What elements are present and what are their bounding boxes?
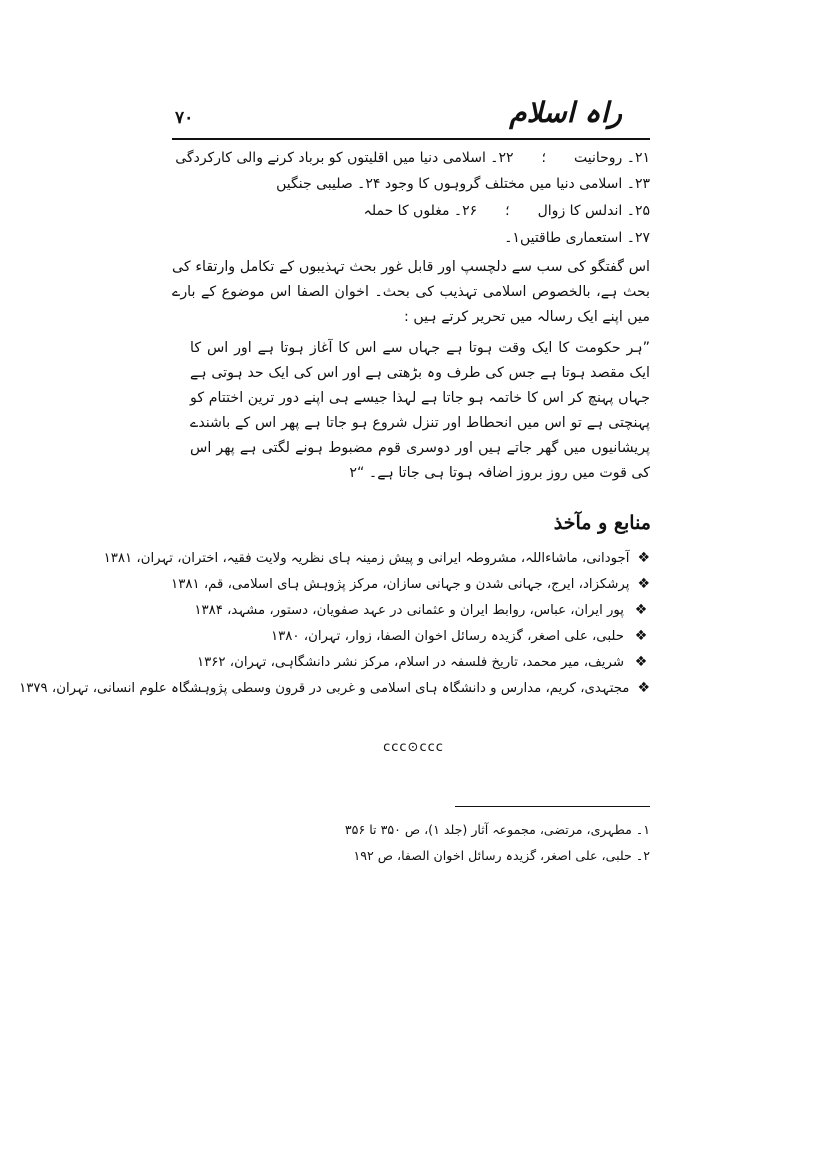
topic-27: ۲۷۔ استعماری طاقتیں۱۔ [504, 230, 650, 246]
list-item [19, 675, 650, 701]
bullet-icon: ❖ [637, 576, 650, 592]
source-text: پرشکزاد، ایرج، جہانی شدن و جہانی سازان، مرکز پژوہش ہای اسلامی، قم، ۱۳۸۱ [171, 576, 630, 592]
topic-23-24: ۲۳۔ اسلامی دنیا میں مختلف گروہوں کا وجود ۲۴۔ صلیبی جنگیں [276, 176, 650, 192]
bullet-icon: ❖ [637, 680, 650, 696]
page-number: ۷۰ [175, 108, 194, 128]
source-text: آجودانی، ماشاءاللہ، مشروطہ ایرانی و پیش زمینہ ہای نظریہ ولایت فقیہ، اختران، تہران، ۱۳۸۱ [103, 550, 630, 566]
topic-26: ۲۶۔ مغلوں کا حملہ [363, 203, 478, 219]
topic-line-1 [175, 150, 650, 166]
quoted-passage: ”ہر حکومت کا ایک وقت ہوتا ہے جہاں سے اس کا آغاز ہوتا ہے اور اس کا ایک مقصد ہوتا ہے جس کی طرف وہ بڑھتی ہے اور اس کی ایک حد ہوتی ہے جہاں پہنچ کر اس کا خاتمہ ہو جاتا ہے لہذا جیسے ہی اپنے دور ترین اختتام کو پہنچتی ہے تو اس میں انحطاط اور تنزل شروع ہو جاتا ہے پھر اس کے باشندے پریشانیوں میں گھر جاتے ہیں اور دوسری قوم مضبوط ہونے لگتی ہے پھر اس کی قوت میں روز بروز اضافہ ہوتا ہی جاتا ہے۔ “۲ [190, 340, 650, 481]
list-item [180, 597, 650, 623]
sources-heading: منابع و مآخذ [553, 512, 651, 534]
list-item [103, 545, 650, 571]
list-item [180, 623, 650, 649]
running-header-title: راہ اسلام [509, 96, 622, 129]
bullet-icon: ❖ [634, 628, 648, 644]
topic-line-4 [504, 230, 650, 246]
list-item [171, 571, 650, 597]
list-item [180, 649, 650, 675]
footnote-1: ۱۔ مطہری، مرتضی، مجموعہ آثار (جلد ۱)، ص ۳۵۰ تا ۳۵۶ [344, 822, 650, 837]
intro-paragraph: اس گفتگو کی سب سے دلچسپ اور قابل غور بحث تہذیبوں کے تکامل وارتقاء کی بحث ہے، بالخصوص اسلامی تہذیب کی بحث۔ اخوان الصفا اس موضوع کے بارے میں اپنے ایک رسالہ میں تحریر کرتے ہیں : [172, 259, 650, 325]
topic-22: ۲۲۔ اسلامی دنیا میں اقلیتوں کو برباد کرنے والی کارکردگی [175, 150, 514, 166]
source-text: پور ایران، عباس، روابط ایران و عثمانی در عہد صفویان، دستور، مشہد، ۱۳۸۴ [194, 602, 624, 618]
topic-separator: ؛ [505, 203, 510, 219]
topic-25: ۲۵۔ اندلس کا زوال [537, 203, 650, 219]
source-text: مجتہدی، کریم، مدارس و دانشگاہ ہای اسلامی و غربی در قرون وسطی پژوہشگاہ علوم انسانی، تہران، ۱۳۷۹ [19, 680, 630, 696]
source-text: حلبی، علی اصغر، گزیدہ رسائل اخوان الصفا، زوار، تہران، ۱۳۸۰ [270, 628, 624, 644]
footnote-divider [455, 806, 650, 807]
topic-line-3 [364, 203, 650, 219]
bullet-icon: ❖ [634, 654, 648, 670]
header-divider [172, 138, 650, 140]
bullet-icon: ❖ [634, 602, 648, 618]
section-ornament: ccc⊙ccc [383, 740, 444, 755]
bullet-icon: ❖ [637, 550, 650, 566]
topic-21: ۲۱۔ روحانیت [573, 150, 650, 166]
topic-line-2 [276, 176, 650, 192]
sources-list [19, 545, 650, 701]
footnote-2: ۲۔ حلبی، علی اصغر، گزیدہ رسائل اخوان الصفا، ص ۱۹۲ [353, 848, 650, 863]
topic-separator: ؛ [541, 150, 546, 166]
source-text: شریف، میر محمد، تاریخ فلسفہ در اسلام، مرکز نشر دانشگاہی، تہران، ۱۳۶۲ [196, 654, 624, 670]
